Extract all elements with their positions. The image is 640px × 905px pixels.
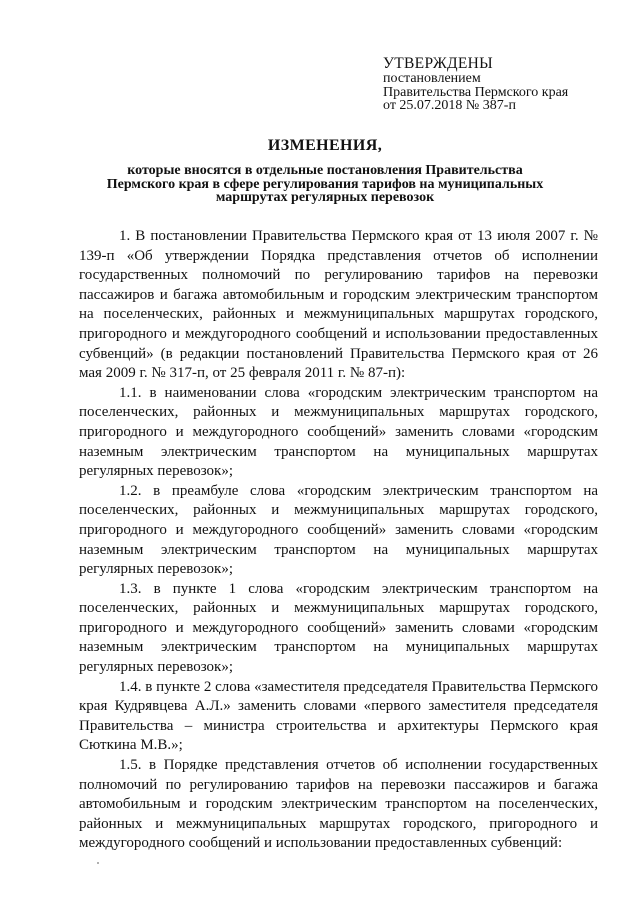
document-body xyxy=(79,227,598,854)
approval-line: постановлением xyxy=(383,71,481,86)
paragraph-1-4: 1.4. в пункте 2 слова «заместителя председателя Правительства Пермского края Кудрявцева А.Л.» заменить словами «первого заместителя председателя Правительства – министра строительства и архитектуры Пермского края Сюткина М.В.»; xyxy=(79,678,598,754)
paragraph-1-1: 1.1. в наименовании слова «городским электрическим транспортом на поселенческих, районных и межмуниципальных маршрутах городского, пригородного и междугородного сообщений» заменить словами «городским наземным электрическим транспортом на муниципальных маршрутах регулярных перевозок»; xyxy=(79,384,598,480)
approval-heading: УТВЕРЖДЕНЫ xyxy=(383,55,493,72)
paragraph-1-2: 1.2. в преамбуле слова «городским электрическим транспортом на поселенческих, районных и межмуниципальных маршрутах городского, пригородного и междугородного сообщений» заменить словами «городским наземным электрическим транспортом на муниципальных маршрутах регулярных перевозок»; xyxy=(79,482,598,578)
paragraph-1-5: 1.5. в Порядке представления отчетов об исполнении государственных полномочий по регулированию тарифов на перевозки пассажиров и багажа автомобильным и городским электрическим транспортом на поселенческих, районных и межмуниципальных маршрутах городского, пригородного и междугородного сообщений и использовании предоставленных субвенций: xyxy=(79,757,598,852)
document-title: ИЗМЕНЕНИЯ, xyxy=(267,137,383,154)
approval-stamp xyxy=(383,56,623,113)
document-subtitle-line: которые вносятся в отдельные постановления Правительства xyxy=(127,163,523,178)
document-subtitle-line: маршрутах регулярных перевозок xyxy=(215,190,435,205)
scan-speck xyxy=(97,862,99,864)
document-subtitle-line: Пермского края в сфере регулирования тарифов на муниципальных xyxy=(106,176,544,192)
title-block xyxy=(70,136,580,205)
approval-date: от 25.07.2018 № 387-п xyxy=(383,98,516,113)
paragraph-1: 1. В постановлении Правительства Пермского края от 13 июля 2007 г. № 139-п «Об утверждении Порядка представления отчетов об исполнении государственных полномочий по регулированию тарифов на перевозки пассажиров и багажа автомобильным и городским электрическим транспортом на поселенческих, районных и межмуниципальных маршрутах городского, пригородного и междугородного сообщений и использовании предоставленных субвенций» (в редакции постановлений Правительства Пермского края от 26 мая 2009 г. № 317-п, от 25 февраля 2011 г. № 87-п): xyxy=(79,228,598,382)
paragraph-1-3: 1.3. в пункте 1 слова «городским электрическим транспортом на поселенческих, районных и межмуниципальных маршрутах городского, пригородного и междугородного сообщений» заменить словами «городским наземным электрическим транспортом на муниципальных маршрутах регулярных перевозок»; xyxy=(79,580,598,676)
approval-line: Правительства Пермского края xyxy=(383,84,569,100)
